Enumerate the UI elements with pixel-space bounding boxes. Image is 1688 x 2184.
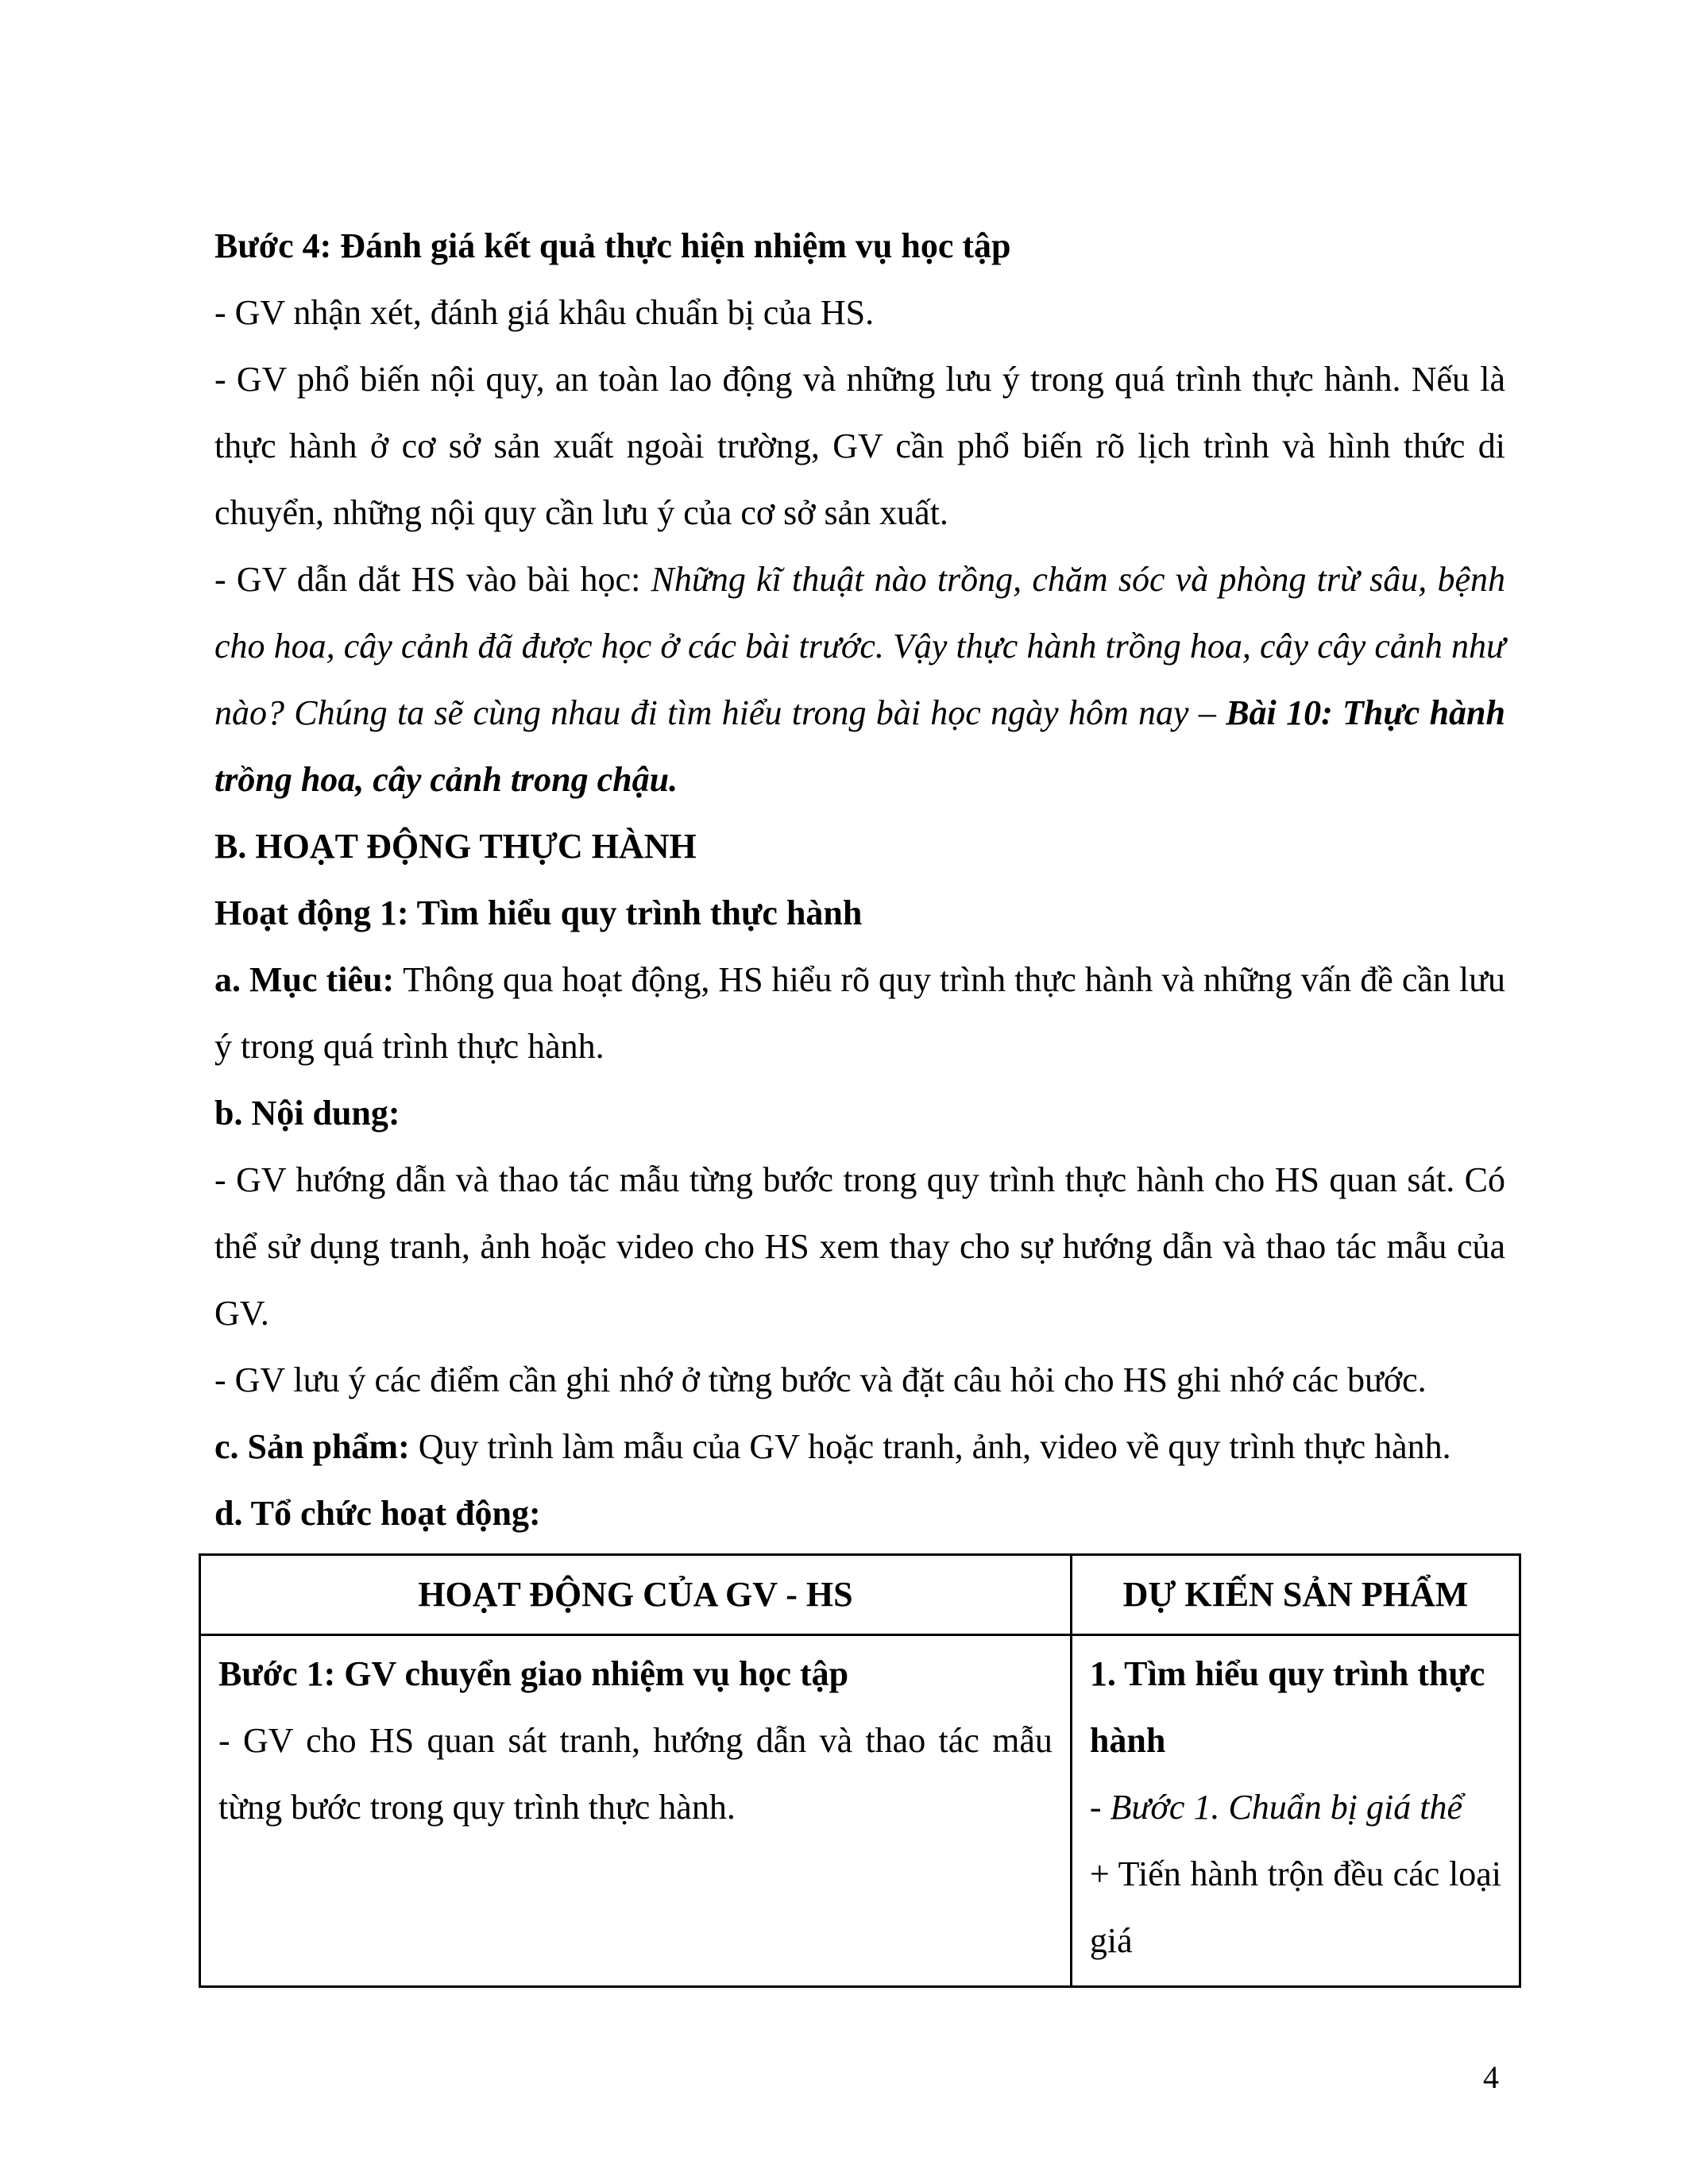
para-san-pham bbox=[214, 1414, 1505, 1480]
para-gv-dan-dat bbox=[214, 546, 1505, 813]
table-header-san-pham: DỰ KIẾN SẢN PHẨM bbox=[1071, 1555, 1520, 1635]
para-noi-dung-1: - GV hướng dẫn và thao tác mẫu từng bước trong quy trình thực hành cho HS quan sát. Có thể sử dụng tranh, ảnh hoặc video cho HS xem thay cho sự hướng dẫn và thao tác mẫu của GV. bbox=[214, 1160, 1505, 1333]
san-pham-text: Quy trình làm mẫu của GV hoặc tranh, ảnh, video về quy trình thực hành. bbox=[418, 1427, 1451, 1466]
heading-section-b: B. HOẠT ĐỘNG THỰC HÀNH bbox=[214, 827, 697, 866]
para-muc-tieu bbox=[214, 947, 1505, 1080]
muc-tieu-label: a. Mục tiêu: bbox=[214, 960, 404, 999]
heading-buoc-4: Bước 4: Đánh giá kết quả thực hiện nhiệm vụ học tập bbox=[214, 226, 1011, 265]
cell-buoc-1-heading: Bước 1: GV chuyển giao nhiệm vụ học tập bbox=[218, 1654, 849, 1693]
activity-table bbox=[199, 1553, 1521, 1988]
para-gv-pho-bien: - GV phổ biến nội quy, an toàn lao động và những lưu ý trong quá trình thực hành. Nếu là thực hành ở cơ sở sản xuất ngoài trường, GV cần phổ biến rõ lịch trình và hình thức di chuyển, những nội quy cần lưu ý của cơ sở sản xuất. bbox=[214, 360, 1505, 532]
table-cell-san-pham bbox=[1071, 1635, 1520, 1987]
para-gv-dan-dat-quote: Những kĩ thuật nào trồng, chăm sóc và phòng trừ sâu, bệnh cho hoa, cây cảnh đã được học ở các bài trước. Vậy thực hành trồng hoa, cây cây cảnh như nào? Chúng ta sẽ cùng nhau đi tìm hiểu trong bài học ngày hôm nay – bbox=[214, 560, 1505, 732]
cell-tim-hieu-heading: 1. Tìm hiểu quy trình thực hành bbox=[1089, 1654, 1485, 1760]
san-pham-label: c. Sản phẩm: bbox=[214, 1427, 419, 1466]
table-body-row bbox=[200, 1635, 1520, 1987]
para-gv-dan-dat-lead: - GV dẫn dắt HS vào bài học: bbox=[214, 560, 651, 599]
page-number: 4 bbox=[1483, 2059, 1499, 2095]
muc-tieu-text: Thông qua hoạt động, HS hiểu rõ quy trình thực hành và những vấn đề cần lưu ý trong quá trình thực hành. bbox=[214, 960, 1505, 1066]
table-header-gv-hs: HOẠT ĐỘNG CỦA GV - HS bbox=[200, 1555, 1072, 1635]
document-content bbox=[214, 213, 1505, 1988]
heading-noi-dung: b. Nội dung: bbox=[214, 1094, 400, 1133]
table-cell-gv-hs bbox=[200, 1635, 1072, 1987]
table-header-row bbox=[200, 1555, 1520, 1635]
heading-to-chuc: d. Tổ chức hoạt động: bbox=[214, 1494, 541, 1533]
para-noi-dung-2: - GV lưu ý các điểm cần ghi nhớ ở từng bước và đặt câu hỏi cho HS ghi nhớ các bước. bbox=[214, 1360, 1427, 1399]
cell-tien-hanh-tron: + Tiến hành trộn đều các loại giá bbox=[1089, 1854, 1501, 1960]
cell-buoc-1-para: - GV cho HS quan sát tranh, hướng dẫn và thao tác mẫu từng bước trong quy trình thực hành. bbox=[218, 1721, 1053, 1827]
heading-hoat-dong-1: Hoạt động 1: Tìm hiểu quy trình thực hành bbox=[214, 893, 863, 932]
cell-buoc-1-gia-the: - Bước 1. Chuẩn bị giá thể bbox=[1089, 1788, 1462, 1827]
lesson-title: Bài 10: Thực hành trồng hoa, cây cảnh trong chậu. bbox=[214, 693, 1506, 799]
para-gv-nhan-xet: - GV nhận xét, đánh giá khâu chuẩn bị của HS. bbox=[214, 293, 875, 332]
